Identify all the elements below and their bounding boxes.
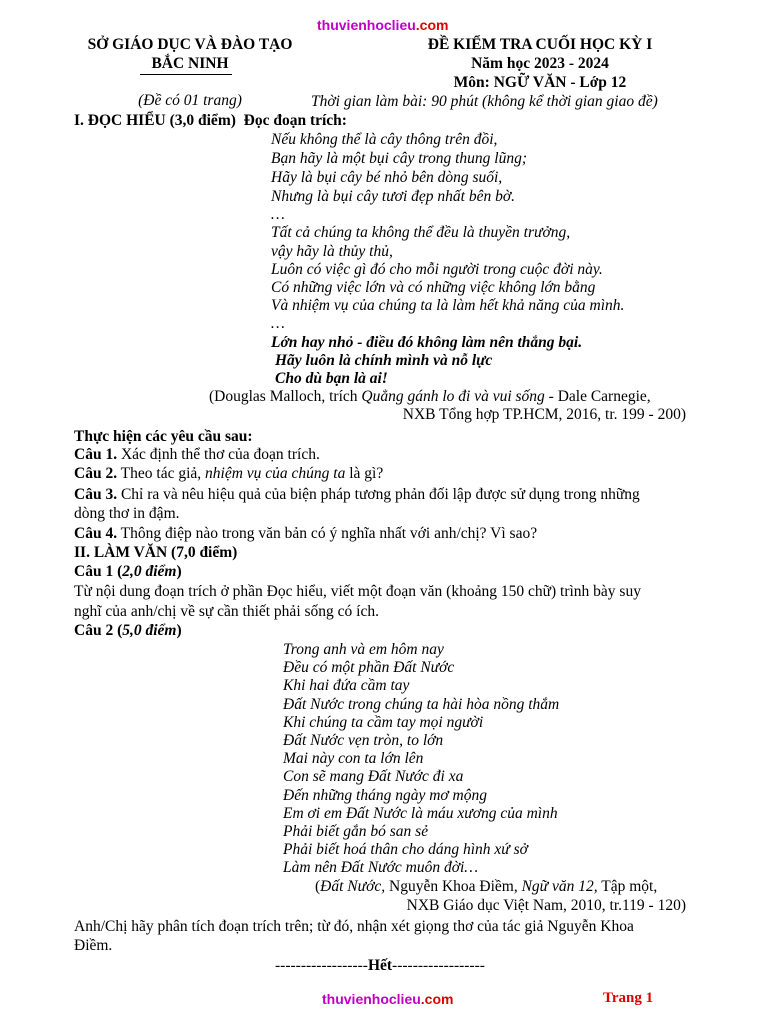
poem2-line: Đến những tháng ngày mơ mộng	[283, 787, 487, 804]
poem2-line: Phải biết gắn bó san sẻ	[283, 823, 429, 840]
time-note: Thời gian làm bài: 90 phút (không kể thời gian giao đề)	[311, 93, 658, 110]
poem2-line: Làm nên Đất Nước muôn đời…	[283, 859, 479, 876]
poem2-line: Trong anh và em hôm nay	[283, 641, 444, 658]
question-1: Câu 1. Xác định thể thơ của đoạn trích.	[74, 446, 320, 463]
poem1-bold-line: Hãy luôn là chính mình và nỗ lực	[275, 352, 493, 369]
poem1-publisher: NXB Tổng hợp TP.HCM, 2016, tr. 199 - 200)	[402, 406, 686, 423]
part2-question-2-label: Câu 2 (5,0 điểm)	[74, 622, 182, 639]
part2-question-1-label: Câu 1 (2,0 điểm)	[74, 563, 182, 580]
poem1-line: vậy hãy là thủy thủ,	[271, 243, 393, 260]
poem1-bold-line: Cho dù bạn là ai!	[275, 370, 388, 387]
poem1-line: Hãy là bụi cây bé nhỏ bên dòng suối,	[271, 169, 503, 186]
page-number: Trang 1	[603, 990, 654, 1006]
poem2-source: (Đất Nước, Nguyễn Khoa Điềm, Ngữ văn 12, Tập một,	[315, 878, 658, 895]
province-underline	[140, 74, 232, 75]
poem2-publisher: NXB Giáo dục Việt Nam, 2010, tr.119 - 120)	[406, 897, 686, 914]
part1-heading: I. ĐỌC HIỂU (3,0 điểm) Đọc đoạn trích:	[74, 112, 347, 129]
poem1-line: Nhưng là bụi cây tươi đẹp nhất bên bờ.	[271, 188, 515, 205]
poem1-line: Bạn hãy là một bụi cây trong thung lũng;	[271, 150, 528, 167]
poem2-line: Khi hai đứa cầm tay	[283, 677, 410, 694]
poem1-line: Có những việc lớn và có những việc không lớn bằng	[271, 279, 596, 296]
question-4: Câu 4. Thông điệp nào trong văn bản có ý nghĩa nhất với anh/chị? Vì sao?	[74, 525, 538, 542]
poem1-ellipsis: …	[271, 315, 285, 332]
question-2: Câu 2. Theo tác giả, nhiệm vụ của chúng ta là gì?	[74, 465, 384, 482]
poem1-bold-line: Lớn hay nhỏ - điều đó không làm nên thắng bại.	[271, 334, 583, 351]
poem2-line: Phải biết hoá thân cho dáng hình xứ sở	[283, 841, 528, 858]
watermark-top: thuvienhoclieu.com	[317, 17, 449, 33]
poem1-line: Và nhiệm vụ của chúng ta là làm hết khả năng của mình.	[271, 297, 625, 314]
poem1-source: (Douglas Malloch, trích Quẳng gánh lo đi và vui sống - Dale Carnegie,	[209, 388, 651, 405]
department-name: SỞ GIÁO DỤC VÀ ĐÀO TẠO	[87, 36, 293, 53]
watermark-bottom: thuvienhoclieu.com	[322, 991, 454, 1007]
question-3-cont: dòng thơ in đậm.	[74, 505, 180, 522]
poem1-line: Tất cả chúng ta không thể đều là thuyền trưởng,	[271, 224, 571, 241]
poem1-ellipsis: …	[271, 206, 285, 223]
poem2-line: Mai này con ta lớn lên	[283, 750, 424, 767]
province-name: BẮC NINH	[151, 55, 229, 72]
part2-question-1-text-cont: nghĩ của anh/chị về sự cần thiết phải sống có ích.	[74, 603, 379, 620]
school-year: Năm học 2023 - 2024	[471, 55, 609, 72]
poem2-line: Đất Nước vẹn tròn, to lớn	[283, 732, 444, 749]
subject: Môn: NGỮ VĂN - Lớp 12	[453, 74, 627, 91]
part2-question-1-text: Từ nội dung đoạn trích ở phần Đọc hiểu, viết một đoạn văn (khoảng 150 chữ) trình bày suy	[74, 583, 641, 600]
poem2-line: Đều có một phần Đất Nước	[283, 659, 455, 676]
poem1-line: Luôn có việc gì đó cho mỗi người trong cuộc đời này.	[271, 261, 603, 278]
part2-task: Anh/Chị hãy phân tích đoạn trích trên; từ đó, nhận xét giọng thơ của tác giả Nguyễn Khoa	[74, 918, 634, 935]
poem2-line: Em ơi em Đất Nước là máu xương của mình	[283, 805, 558, 822]
poem2-line: Đất Nước trong chúng ta hài hòa nồng thắm	[283, 696, 560, 713]
poem1-line: Nếu không thể là cây thông trên đồi,	[271, 131, 498, 148]
end-marker: ------------------Hết------------------	[275, 957, 485, 974]
part2-heading: II. LÀM VĂN (7,0 điểm)	[74, 544, 238, 561]
part2-task-cont: Điềm.	[74, 937, 113, 954]
question-3: Câu 3. Chỉ ra và nêu hiệu quả của biện pháp tương phản đối lập được sử dụng trong những	[74, 486, 640, 503]
page-count-note: (Đề có 01 trang)	[138, 92, 242, 109]
exam-title: ĐỀ KIỂM TRA CUỐI HỌC KỲ I	[427, 36, 653, 53]
poem2-line: Khi chúng ta cầm tay mọi người	[283, 714, 484, 731]
tasks-heading: Thực hiện các yêu cầu sau:	[74, 428, 253, 445]
poem2-line: Con sẽ mang Đất Nước đi xa	[283, 768, 464, 785]
